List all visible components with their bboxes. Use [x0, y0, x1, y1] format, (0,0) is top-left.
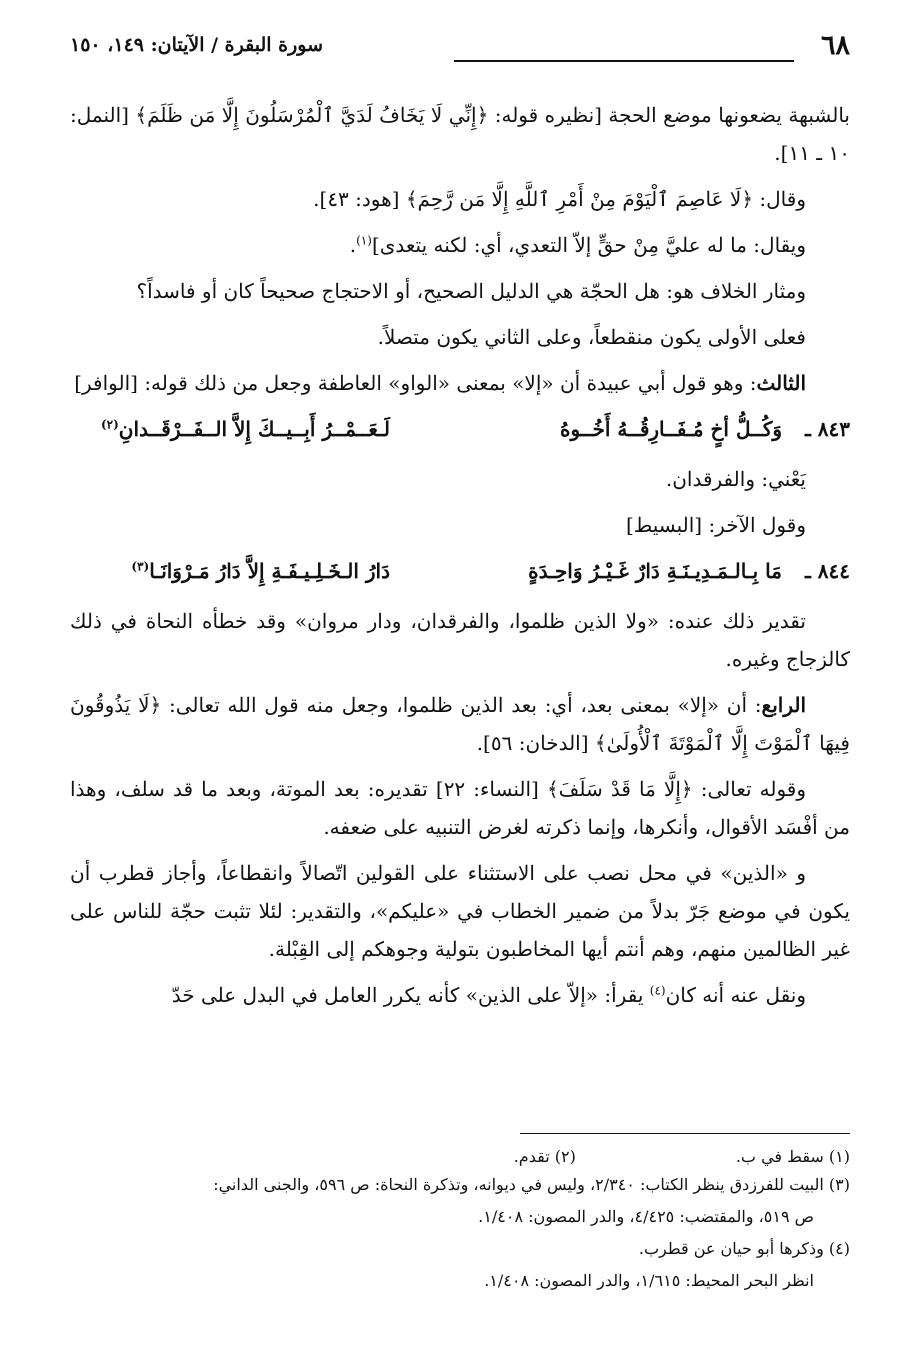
paragraph: وقال: ﴿لَا عَاصِمَ ٱلْيَوْمَ مِنْ أَمْرِ ٱللَّهِ إِلَّا مَن رَّحِمَ﴾ [هود: ٤٣]. — [313, 187, 806, 211]
paragraph-text: : وهو قول أبي عبيدة أن «إلا» بمعنى «الواو» العاطفة وجعل من ذلك قوله: [الوافر] — [74, 371, 757, 395]
paragraph-text: : أن «إلا» بمعنى بعد، أي: بعد الذين ظلموا، وجعل منه قول الله تعالى: ﴿لَا يَذُوقُونَ فِيهَا ٱلْمَوْتَ إِلَّا ٱلْمَوْتَةَ ٱلْأُولَىٰ﴾ [الدخان: ٥٦]. — [70, 693, 850, 755]
section-label: الرابع — [761, 693, 806, 717]
paragraph: وقول الآخر: [البسيط] — [625, 513, 806, 537]
footnote-ref: (١) — [356, 233, 372, 248]
verse-first-hemistich: وَكُــلُّ أخٍ مُـفَــارِقُــهُ أَخُــوهُ — [559, 417, 782, 441]
poetry-verse — [70, 410, 850, 454]
paragraph: و «الذين» في محل نصب على الاستثناء على القولين اتّصالاً وانقطاعاً، وأجاز قطرب أن يكون في موضع جَرّ بدلاً من ضمير الخطاب في «عليكم»، والتقدير: لئلا تثبت حجّة للناس على غير الظالمين منهم، وهم أنتم أيها المخاطبون بتولية وجوهكم إلى القِبْلة. — [70, 861, 850, 961]
paragraph-text: ويقال: ما له عليَّ مِنْ حقٍّ إلاّ التعدي، أي: لكنه يتعدى] — [371, 233, 806, 257]
footnote: (٢) تقدم. — [513, 1147, 576, 1166]
footnote-ref: (٣) — [131, 559, 150, 574]
verse-second-hemistich — [131, 552, 390, 590]
footnote-row — [70, 1143, 850, 1171]
page-header — [70, 30, 850, 74]
paragraph-text: يقرأ: «إلاّ على الذين» كأنه يكرر العامل في البدل على حَدّ — [171, 983, 650, 1007]
hemistich-text: دَارُ الـخَـلِـيـفَـةِ إِلاَّ دَارُ مَـرْوَانَـا — [149, 559, 390, 583]
footnote: (٣) البيت للفرزدق ينظر الكتاب: ٢/٣٤٠، وليس في ديوانه، وتذكرة النحاة: ص ٥٩٦، والجنى الداني: — [213, 1175, 850, 1194]
running-title: سورة البقرة / الآيتان: ١٤٩، ١٥٠ — [70, 34, 324, 56]
paragraph-text: ونقل عنه أنه كان — [665, 983, 806, 1007]
footnote-ref: (٢) — [100, 417, 119, 432]
verse-number: ٨٤٤ ـ — [804, 559, 850, 583]
section-label: الثالث — [756, 371, 806, 395]
verse-second-hemistich — [101, 410, 390, 448]
footnote: (٤) وذكرها أبو حيان عن قطرب. — [638, 1239, 850, 1258]
paragraph: فعلى الأولى يكون منقطعاً، وعلى الثاني يكون متصلاً. — [377, 325, 806, 349]
paragraph: ومثار الخلاف هو: هل الحجّة هي الدليل الصحيح، أو الاحتجاج صحيحاً كان أو فاسداً؟ — [136, 279, 806, 303]
paragraph-end: . — [349, 233, 357, 257]
main-text — [70, 96, 850, 1022]
hemistich-text: لَـعَــمْــرُ أَبِــيــكَ إِلاَّ الــفَــرْقَــدانِ — [118, 417, 390, 441]
paragraph: بالشبهة يضعونها موضع الحجة [نظيره قوله: ﴿إِنِّي لَا يَخَافُ لَدَيَّ ٱلْمُرْسَلُونَ إِلَّا مَن ظَلَمَ﴾ [النمل: ١٠ ـ ١١]. — [70, 103, 850, 165]
paragraph: تقدير ذلك عنده: «ولا الذين ظلموا، والفرقدان، ودار مروان» وقد خطأه النحاة في ذلك كالزجاج وغيره. — [70, 609, 850, 671]
header-rule — [454, 60, 794, 62]
paragraph: يَعْني: والفرقدان. — [665, 467, 806, 491]
paragraph — [70, 976, 850, 1014]
footnote-ref: (٤) — [649, 983, 666, 998]
paragraph — [70, 364, 850, 402]
verse-number: ٨٤٣ ـ — [804, 417, 850, 441]
verse-first-hemistich: مَا بِـالـمَـدِيـنَـةِ دَارٌ غَـيْـرُ وَاحِـدَةٍ — [528, 559, 782, 583]
footnotes — [70, 1143, 850, 1299]
footnote-continuation: انظر البحر المحيط: ١/٦١٥، والدر المصون: ١/٤٠٨. — [484, 1271, 814, 1290]
poetry-verse — [70, 552, 850, 596]
footnote: (١) سقط في ب. — [735, 1147, 850, 1166]
page-number: ٦٨ — [820, 30, 850, 61]
paragraph — [70, 226, 850, 264]
paragraph — [70, 686, 850, 762]
footnote-continuation: ص ٥١٩، والمقتضب: ٤/٤٢٥، والدر المصون: ١/٤٠٨. — [478, 1207, 814, 1226]
paragraph: وقوله تعالى: ﴿إِلَّا مَا قَدْ سَلَفَ﴾ [النساء: ٢٢] تقديره: بعد الموتة، وبعد ما قد سلف، وهذا من أفْسَد الأقوال، وأنكرها، وإنما ذكرته لغرض التنبيه على ضعفه. — [70, 777, 850, 839]
footnote-separator — [520, 1133, 850, 1134]
